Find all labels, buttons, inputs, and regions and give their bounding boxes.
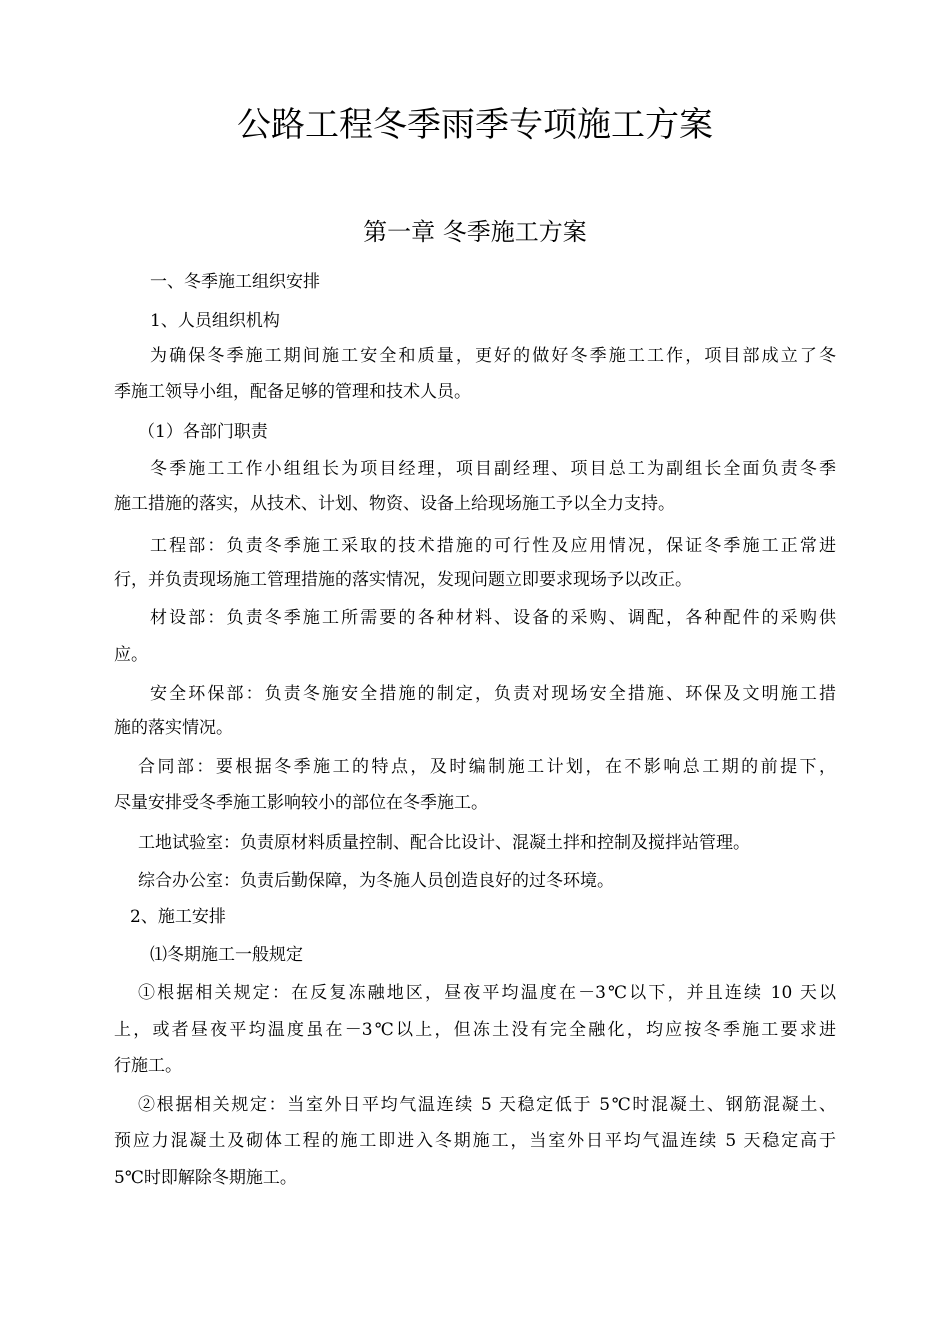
paragraph-line: 冬季施工工作小组组长为项目经理，项目副经理、项目总工为副组长全面负责冬季 bbox=[150, 459, 836, 479]
document-title: 公路工程冬季雨季专项施工方案 bbox=[237, 105, 713, 145]
paragraph-line: 施的落实情况。 bbox=[114, 718, 233, 738]
chapter-title: 第一章 冬季施工方案 bbox=[363, 218, 587, 246]
paragraph-line: 工地试验室：负责原材料质量控制、配合比设计、混凝土拌和控制及搅拌站管理。 bbox=[138, 833, 750, 853]
paragraph-line: 安全环保部：负责冬施安全措施的制定，负责对现场安全措施、环保及文明施工措 bbox=[150, 684, 836, 704]
paragraph-line: 应。 bbox=[114, 645, 148, 665]
paragraph-line: 尽量安排受冬季施工影响较小的部位在冬季施工。 bbox=[114, 793, 488, 813]
paragraph-line: 季施工领导小组，配备足够的管理和技术人员。 bbox=[114, 382, 471, 402]
paragraph-line: 上，或者昼夜平均温度虽在－3℃以上，但冻土没有完全融化，均应按冬季施工要求进 bbox=[114, 1020, 836, 1040]
subsection-heading: 2、施工安排 bbox=[130, 907, 226, 927]
section-heading: 一、冬季施工组织安排 bbox=[150, 272, 320, 292]
paragraph-line: 材设部：负责冬季施工所需要的各种材料、设备的采购、调配，各种配件的采购供 bbox=[150, 608, 836, 628]
paragraph-line: 工程部：负责冬季施工采取的技术措施的可行性及应用情况，保证冬季施工正常进 bbox=[150, 536, 836, 556]
paragraph-line: 行施工。 bbox=[114, 1056, 182, 1076]
paragraph-line: 5℃时即解除冬期施工。 bbox=[114, 1168, 297, 1188]
subsection-heading: ⑴冬期施工一般规定 bbox=[150, 945, 303, 965]
subsection-heading: （1）各部门职责 bbox=[138, 422, 268, 442]
paragraph-line: 为确保冬季施工期间施工安全和质量，更好的做好冬季施工工作，项目部成立了冬 bbox=[150, 346, 836, 366]
paragraph-line: 行，并负责现场施工管理措施的落实情况，发现问题立即要求现场予以改正。 bbox=[114, 570, 692, 590]
paragraph-line: ①根据相关规定：在反复冻融地区，昼夜平均温度在－3℃以下，并且连续 10 天以 bbox=[138, 983, 836, 1003]
subsection-heading: 1、人员组织机构 bbox=[150, 311, 280, 331]
paragraph-line: 合同部：要根据冬季施工的特点，及时编制施工计划，在不影响总工期的前提下， bbox=[138, 757, 836, 777]
paragraph-line: 施工措施的落实，从技术、计划、物资、设备上给现场施工予以全力支持。 bbox=[114, 494, 675, 514]
paragraph-line: 预应力混凝土及砌体工程的施工即进入冬期施工，当室外日平均气温连续 5 天稳定高于 bbox=[114, 1131, 836, 1151]
paragraph-line: 综合办公室：负责后勤保障，为冬施人员创造良好的过冬环境。 bbox=[138, 871, 614, 891]
paragraph-line: ②根据相关规定：当室外日平均气温连续 5 天稳定低于 5℃时混凝土、钢筋混凝土、 bbox=[138, 1095, 836, 1115]
